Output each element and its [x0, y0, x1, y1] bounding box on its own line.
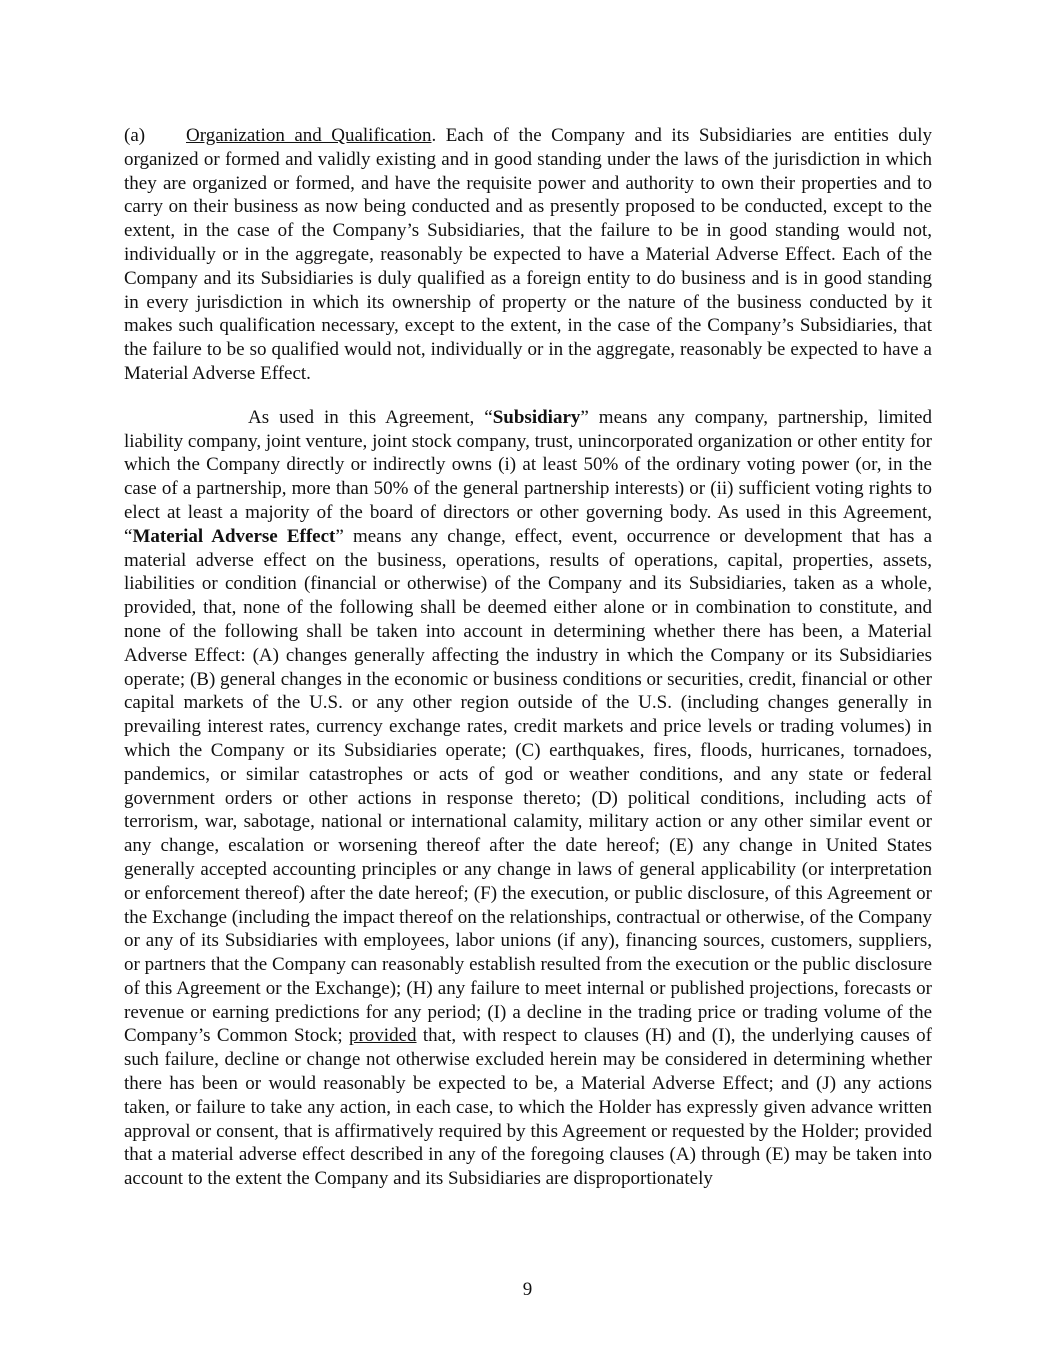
- definitions-paragraph: [124, 406, 932, 1191]
- provided-term: provided: [348, 1025, 417, 1047]
- page-number: 9: [522, 1279, 533, 1300]
- section-a-paragraph: [124, 124, 932, 386]
- section-a-heading: Organization and Qualification: [186, 125, 432, 146]
- definitions-text-1: As used in this Agreement, “: [248, 406, 493, 428]
- definitions-text-4: that, with respect to clauses (H) and (I), the underlying causes of such failure, decline or change not otherwise excluded herein may be considered in determining whether there has been or would reasonably be expected to be, a Material Adverse Effect; and (J) any actions taken, or failure to take any action, in each case, to which the Holder has expressly given advance written approval or consent, that is affirmatively required by this Agreement or requested by the Holder; provided that a material adverse effect described in any of the foregoing clauses (A) through (E) may be taken into account to the extent the Company and its Subsidiaries are disproportionately: [124, 1025, 932, 1190]
- section-a-text: . Each of the Company and its Subsidiaries are entities duly organized or formed and validly existing and in good standing under the laws of the jurisdiction in which they are organized or formed, and have the requisite power and authority to own their properties and to carry on their business as now being conducted and as presently proposed to be conducted, except to the extent, in the case of the Company’s Subsidiaries, that the failure to be in good standing would not, individually or in the aggregate, reasonably be expected to have a Material Adverse Effect. Each of the Company and its Subsidiaries is duly qualified as a foreign entity to do business and is in good standing in every jurisdiction in which its ownership of property or the nature of the business conducted by it makes such qualification necessary, except to the extent, in the case of the Company’s Subsidiaries, that the failure to be so qualified would not, individually or in the aggregate, reasonably be expected to have a Material Adverse Effect.: [124, 125, 932, 384]
- section-a-label: (a): [124, 125, 146, 146]
- term-subsidiary: Subsidiary: [492, 406, 581, 428]
- definitions-text-3: ” means any change, effect, event, occurrence or development that has a material adverse effect on the business, operations, results of operations, capital, properties, assets, liabilities or condition (financial or otherwise) of the Company and its Subsidiaries, taken as a whole, provided, that, none of the following shall be deemed either alone or in combination to constitute, and none of the following shall be taken into account in determining whether there has been, a Material Adverse Effect: (A) changes generally affecting the industry in which the Company or its Subsidiaries operate; (B) general changes in the economic or business conditions or securities, credit, financial or other capital markets of the U.S. or any other region outside of the U.S. (including changes generally in prevailing interest rates, currency exchange rates, credit markets and price levels or trading volumes) in which the Company or its Subsidiaries operate; (C) earthquakes, fires, floods, hurricanes, tornadoes, pandemics, or similar catastrophes or acts of god or weather conditions, and any state or federal government orders or other actions in response thereto; (D) political conditions, including acts of terrorism, war, sabotage, national or international calamity, military action or any other similar event or any change, escalation or worsening thereof after the date hereof; (E) any change in United States generally accepted accounting principles or any change in laws of general applicability (or interpretation or enforcement thereof) after the date hereof; (F) the execution, or public disclosure, of this Agreement or the Exchange (including the impact thereof on the relationships, contractual or otherwise, of the Company or any of its Subsidiaries with employees, labor unions (if any), financing sources, customers, suppliers, or partners that the Company can reasonably establish resulted from the execution or the public disclosure of this Agreement or the Exchange); (H) any failure to meet internal or published projections, forecasts or revenue or earning predictions for any period; (I) a decline in the trading price or trading volume of the Company’s Common Stock;: [124, 525, 932, 1047]
- term-material-adverse-effect: Material Adverse Effect: [132, 525, 336, 547]
- document-body: [124, 124, 932, 1191]
- definitions-text-2: ” means any company, partnership, limited liability company, joint venture, joint stock company, trust, unincorporated organization or other entity for which the Company directly or indirectly owns (i) at least 50% of the ordinary voting power (or, in the case of a partnership, more than 50% of the general partnership interests) or (ii) sufficient voting rights to elect at least a majority of the board of directors or other governing body. As used in this Agreement, “: [124, 406, 932, 547]
